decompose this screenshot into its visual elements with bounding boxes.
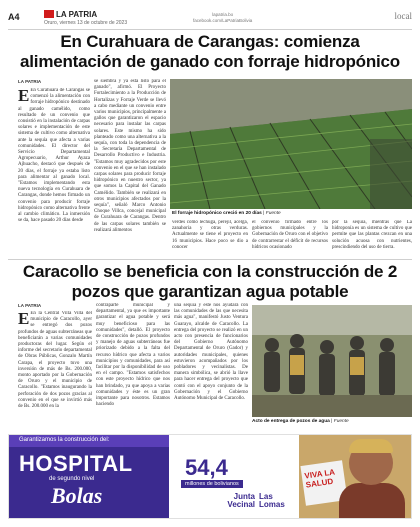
- article1-byline: LA PATRIA: [18, 79, 42, 84]
- article2-column-3: una sequía y este nos ayudará con las comunidades de las que necesita más agua", manifestó Justo Ventura Guarayo, alcalde de Caracollo. La entrega del proyecto se realizó en un acto con presencia de funcionarios del Gobierno Autónomo Departamental de Oruro (Gador) y autoridades municipales, quienes estuvieron acompañados por los pobladores y vecinalistas. De manera simbólica, se abrió la llave para hacer entrega del proyecto que contó con el apoyo conjunto de la Gobernación y el Gobierno Autónomo Municipal de Caracollo.: [174, 303, 248, 402]
- social-facebook: facebook.com/LaPatriaBolivia: [193, 18, 253, 23]
- dropcap: E: [18, 311, 30, 328]
- article2-caption-credit: Fuente: [333, 419, 349, 424]
- brand-logo-icon: [44, 10, 54, 18]
- ad-las-lomas: Las Lomas: [259, 492, 285, 509]
- people-at-event-image: [252, 305, 412, 417]
- person-body: [339, 483, 405, 519]
- protest-sign-text: VIVA LA SALUD: [303, 467, 336, 490]
- article1-caption-text: El forraje hidropónico creció en 20 días: [172, 211, 262, 216]
- ad-subtitle: de segundo nivel: [49, 476, 95, 482]
- article2-photo-caption: Acto de entrega de pozos de agua | Fuente: [252, 419, 349, 424]
- ad-top-line: Garantizamos la construcción del:: [19, 437, 110, 443]
- ad-junta-vecinal: Junta Vecinal: [227, 492, 255, 509]
- person-hat: [349, 439, 393, 453]
- article1-column-5: por la sequía, mientras que La hidroponía es un sistema de cultivo que permite que las plantas crezcan en una solución acuosa con nutrientes, prescindiendo del uso de tierra.: [332, 220, 412, 250]
- article2-headline: Caracollo se beneficia con la construcción de 2 pozos que garantizan agua potable: [22, 262, 398, 301]
- section-divider: [8, 259, 412, 260]
- advertisement-banner[interactable]: [8, 434, 412, 519]
- article2-col1-text: En la Central Villa Villa del municipio de Caracollo, ayer se entregó dos pozos profundos de aguas subterráneas que beneficiarán a varias comunidades productoras del lugar. Según el informe del secretario departamental de Obras Públicas, Gonzalo Martín Carapa, el proyecto tuvo una inversión de más de Bs. 200.000, monto aportado por la Gobernación de Oruro y el municipio de Caracollo. "Estamos inaugurando la perforación de dos pozos gracias al convenio en el que se invirtió más de Bs. 200.000 en la: [18, 311, 92, 410]
- ad-amount-unit: millones de bolivianos: [181, 480, 243, 488]
- social-web: lapatria.bo: [212, 12, 234, 17]
- article1-column-4: el convenio firmado entre los gobiernos municipales y la Gobernación de Oruro con el objetivo de contrarrestar el déficit de recursos hídricos ocasionado: [252, 220, 328, 250]
- article2-column-2: contraparte municipal y departamental, ya que es importante garantizar el agua potable y será muy beneficioso para las comunidades", detalló. El proyecto de construcción de pozos profundos y manejo de aguas subterráneas fue priorizado debido a la falta del recurso hídrico que afecta a varios municipios y comunidades, para así facilitar por la disponibilidad de uso en el campo. "Estamos satisfechos con este proyecto hídrico que nos han brindado, ya que apoya a varias comunidades y éste es un gran importante para nosotros. Estamos haciendo: [96, 303, 170, 408]
- article1-col1-text: En Curahuara de Carangas se comenzó la alimentación con forraje hidropónico destinado al ganado camélido, como resultado de un convenio que consistió en la instalación de carpas solares e implementación de este sistema de cultivo como alternativa ante la sequía que afecta a varias comunidades. El director del Servicio Departamental Agropecuario, Arthur Ayaza Ajhuacho, destacó que después de 20 días, el forraje ya estaba listo para alimentar al ganado local. "Estamos implementando esta nueva tecnología en Curahuara de Carangas, donde hemos firmado un convenio para producir forraje hidropónico como alternativa frente al cambio climático. La inmersión se da, hace pasado 20 días desde: [18, 88, 90, 224]
- article1-column-1: [18, 88, 90, 256]
- ad-script-title: Bolas: [51, 483, 103, 508]
- social-links: [193, 12, 252, 24]
- article2-caption-text: Acto de entrega de pozos de agua: [252, 419, 330, 424]
- article2-byline: LA PATRIA: [18, 303, 42, 308]
- ad-hospital-title: HOSPITAL: [19, 451, 133, 476]
- article1-photo: [170, 79, 412, 209]
- article1-photo-caption: El forraje hidropónico creció en 20 días | Fuente: [172, 211, 281, 216]
- page-number: A4: [8, 12, 20, 22]
- ad-amount: 54,4: [185, 455, 228, 480]
- article1-column-3: verdes como lechuga, perejil, acelga, zanahoria y otras verduras. Actualmente se tiene el proyecto en 16 municipios. Hace poco se dio a conocer: [172, 220, 248, 250]
- brand-logo: [44, 10, 97, 19]
- article1-column-2: se siembra y ya está listo para el ganado", afirmó. El Proyecto Fortalecimiento a la Producción de Hortalizas y Forraje Verde se llevó a cabo mediante un convenio entre varios municipios, principalmente a gallos que garantizaron el espacio necesario para instalar las carpas solares. Este mismo ha sido planteado como una alternativa a la sequía, con toda la dependencia de la Secretaría Departamental de Desarrollo Productivo e Industria. "Estamos muy agradecidos por este convenio en el que se han instalado carpas solares para producir forraje hidropónico en nuestro sector, ya que somos la Capital del Ganado Camélido. También se realizará en otros municipios afectados por la sequía", señaló Marco Antonio Choque Villca, concejal municipal de Curahuara de Carangas. Dentro de las carpas solares también se realizará alimentos: [94, 79, 166, 233]
- page-header: [8, 8, 412, 30]
- section-label: local: [394, 11, 412, 21]
- greenhouse-trays-image: [170, 79, 412, 209]
- article1-caption-credit: Fuente: [265, 211, 281, 216]
- article2-photo: [252, 305, 412, 417]
- article2-column-1: [18, 311, 92, 429]
- date-line: Oruro, viernes 13 de octubre de 2023: [44, 20, 128, 26]
- dropcap: E: [18, 88, 30, 105]
- article1-headline: En Curahuara de Carangas: comienza alimentación de ganado con forraje hidropónico: [20, 32, 400, 71]
- brand-name: LA PATRIA: [56, 10, 98, 19]
- ad-photo-panel: [299, 435, 412, 519]
